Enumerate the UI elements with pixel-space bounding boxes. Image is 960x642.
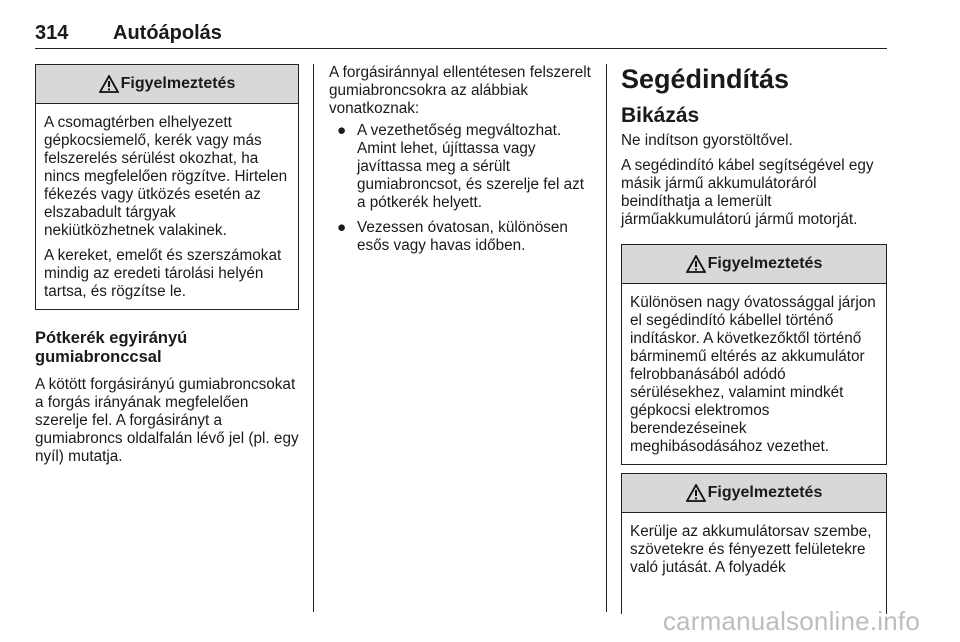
warning-icon <box>686 255 706 273</box>
body-paragraph: A segédindító kábel segítségével egy másik jármű akkumulátoráról beindíthatja a lemerült járműakkumulátorú jármű motorját. <box>621 157 874 228</box>
body-paragraph: A forgásiránnyal ellentétesen felszerelt gumiabroncsokra az alábbiak vonatkoznak: <box>329 64 591 117</box>
list-item <box>329 122 591 212</box>
warning-header <box>622 474 886 513</box>
page-header <box>35 22 222 45</box>
warning-header <box>622 245 886 284</box>
section-heading: Segédindítás <box>621 64 790 94</box>
page-number: 314 <box>35 22 69 44</box>
warning-box <box>35 64 299 310</box>
section-subheading: Bikázás <box>621 104 700 127</box>
warning-box <box>621 244 887 465</box>
list-item-text: A vezethetőség megváltozhat. Amint lehet, újíttassa vagy javíttassa meg a sérült gumiabroncsot, és szerelje fel azt a pótkerék helyett. <box>357 122 585 211</box>
warning-text: Különösen nagy óvatossággal járjon el segédindító kábellel történő indításkor. A következőktől történő bárminemű eltérés az akkumulátor felrobbanásából adódó sérülésekhez, valamint mindkét gépkocsi elektromos berendezéseinek meghibásodásához vezethet. <box>630 294 876 455</box>
warning-icon <box>686 484 706 502</box>
list-item-text: Vezessen óvatosan, különösen esős vagy havas időben. <box>357 219 568 254</box>
warning-icon <box>99 75 119 93</box>
column-divider <box>606 64 607 612</box>
watermark: carmanualsonline.info <box>662 606 920 636</box>
column-middle <box>329 64 591 262</box>
chapter-title: Autóápolás <box>113 22 222 44</box>
warning-box <box>621 473 887 614</box>
bullet-list <box>329 122 591 255</box>
warning-title: Figyelmeztetés <box>707 255 823 272</box>
column-right <box>621 64 887 614</box>
warning-text: Kerülje az akkumulátorsav szembe, szövetekre és fényezett felületekre való jutását. A folyadék <box>630 523 872 576</box>
header-rule <box>35 48 887 49</box>
body-paragraph: A kötött forgásirányú gumiabroncsokat a forgás irányának megfelelően szerelje fel. A forgásirányt a gumiabroncs oldalfalán lévő jel (pl. egy nyíl) mutatja. <box>35 376 299 465</box>
column-left <box>35 64 299 473</box>
warning-body <box>36 104 298 309</box>
column-divider <box>313 64 314 612</box>
warning-title: Figyelmeztetés <box>707 484 823 501</box>
warning-header <box>36 65 298 104</box>
warning-body <box>622 513 886 614</box>
warning-body <box>622 284 886 464</box>
warning-title: Figyelmeztetés <box>120 75 236 92</box>
bullet-icon: ● <box>337 219 347 236</box>
bullet-icon: ● <box>337 122 347 139</box>
body-paragraph: Ne indítson gyorstöltővel. <box>621 132 793 149</box>
warning-text: A csomagtérben elhelyezett gépkocsiemelő, kerék vagy más felszerelés sérülést okozhat, ha nincs megfelelően rögzítve. Hirtelen fékezés vagy ütközés esetén az elszabadult tárgyak nekiütközhetnek valakinek. <box>44 114 288 239</box>
warning-text: A kereket, emelőt és szerszámokat mindig az eredeti tárolási helyén tartsa, és rögzítse le. <box>44 247 282 300</box>
section-subheading: Pótkerék egyirányú gumiabronccsal <box>35 329 188 366</box>
list-item <box>329 219 591 255</box>
